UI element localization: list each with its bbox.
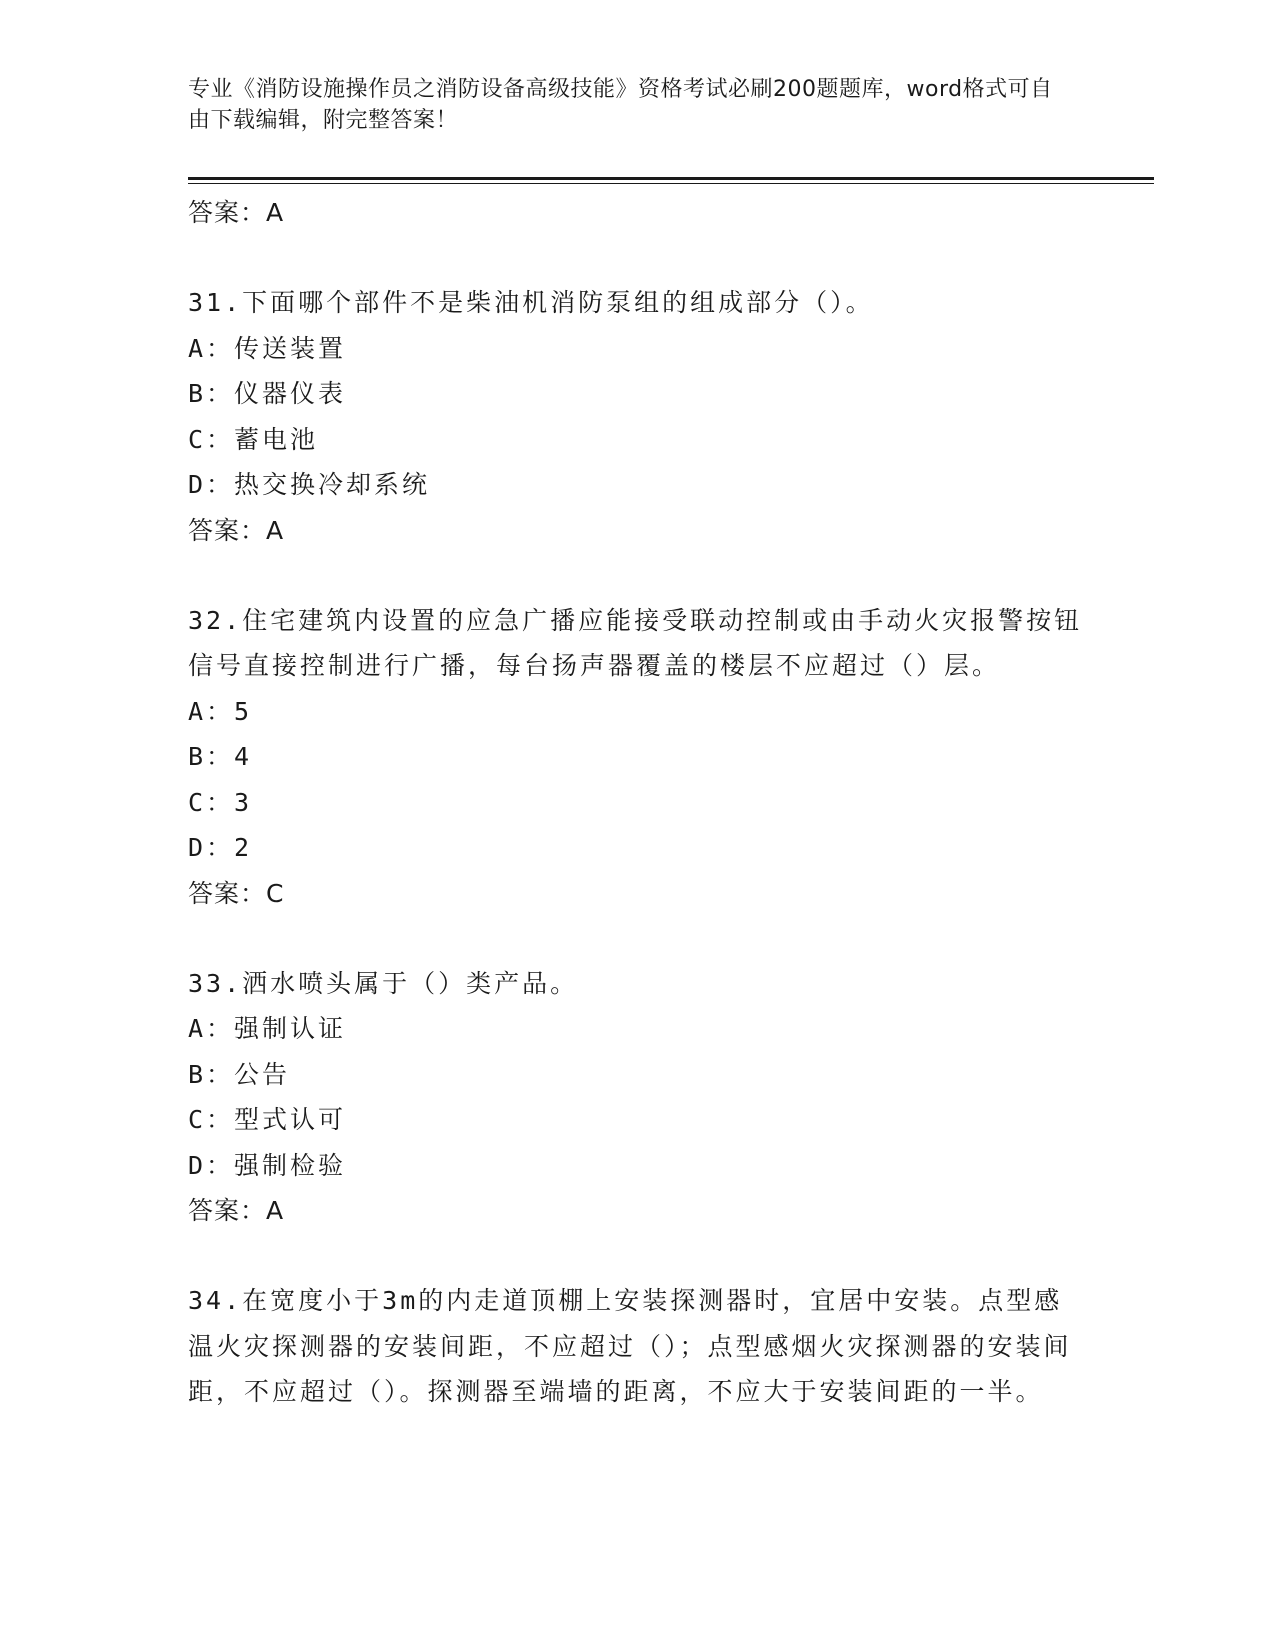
- question-block: [188, 961, 1088, 1234]
- question-stem: 33.洒水喷头属于（）类产品。: [188, 968, 579, 998]
- header-rule-thin: [188, 183, 1154, 184]
- header-intro: 专业《消防设施操作员之消防设备高级技能》资格考试必刷200题题库，word格式可自由下载编辑，附完整答案！: [188, 77, 1053, 133]
- option-b: B：仪器仪表: [188, 379, 347, 408]
- option-c: C：3: [188, 787, 253, 817]
- answer-line: [188, 508, 1088, 553]
- option-a: A：强制认证: [188, 1014, 347, 1043]
- option-d: D：热交换冷却系统: [188, 470, 431, 499]
- question-stem: 32.住宅建筑内设置的应急广播应能接受联动控制或由手动火灾报警按钮信号直接控制进行广播，每台扬声器覆盖的楼层不应超过（）层。: [188, 605, 1083, 680]
- answer-line: [188, 1188, 1088, 1233]
- answer-value: A: [266, 1196, 285, 1225]
- document-header: [188, 74, 1068, 136]
- answer-line: [188, 190, 1088, 235]
- answer-label: 答案：: [188, 1196, 267, 1225]
- option-c: C：蓄电池: [188, 424, 319, 454]
- option-a: A：5: [188, 696, 253, 726]
- answer-label: 答案：: [188, 198, 267, 227]
- option-c: C：型式认可: [188, 1105, 347, 1134]
- option-d: D：2: [188, 833, 253, 862]
- question-list: [188, 190, 1088, 1415]
- question-block: [188, 598, 1088, 916]
- question-stem: 31.下面哪个部件不是柴油机消防泵组的组成部分（）。: [188, 288, 874, 317]
- answer-value: A: [266, 515, 285, 545]
- header-rule-thick: [188, 177, 1154, 180]
- question-block: [188, 1278, 1088, 1415]
- option-b: B：4: [188, 742, 253, 771]
- answer-label: 答案：: [188, 515, 267, 545]
- answer-value: C: [266, 878, 285, 908]
- question-block: [188, 280, 1088, 553]
- answer-label: 答案：: [188, 878, 267, 908]
- question-stem: 34.在宽度小于3m的内走道顶棚上安装探测器时，宜居中安装。点型感温火灾探测器的安装间距，不应超过（）；点型感烟火灾探测器的安装间距，不应超过（）。探测器至端墙的距离，不应大于安装间距的一半。: [188, 1286, 1072, 1406]
- option-b: B：公告: [188, 1059, 291, 1089]
- answer-line: [188, 871, 1088, 916]
- answer-value: A: [266, 198, 285, 227]
- option-a: A：传送装置: [188, 333, 347, 363]
- option-d: D：强制检验: [188, 1150, 347, 1180]
